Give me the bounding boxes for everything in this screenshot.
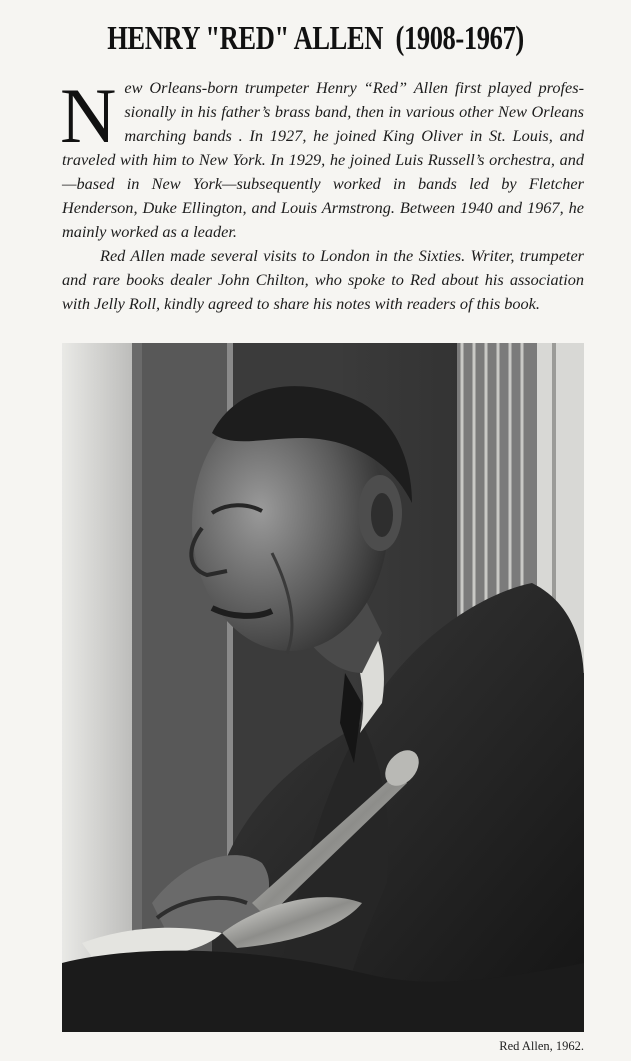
portrait-photo (62, 343, 584, 1032)
paragraph-2: Red Allen made several visits to London in the Sixties. Writer, trumpeter and rare books dealer John Chilton, who spoke to Red about his association with Jelly Roll, kindly agreed to share his notes with readers of this book. (62, 246, 584, 313)
article-body (60, 72, 584, 316)
paragraph-1 (60, 72, 584, 244)
title-name: HENRY "RED" ALLEN (107, 20, 384, 57)
drop-cap: N (60, 72, 117, 159)
paragraph-1-text: ew Orleans-born trumpeter Henry “Red” Allen first played professionally in his father’s brass band, then in various other New Orleans marching bands . In 1927, he joined King Oliver in St. Louis, and traveled with him to New York. In 1929, he joined Luis Russell’s orchestra, and—based in New York—subsequently worked in bands led by Fletcher Henderson, Duke Ellington, and Louis Armstrong. Between 1940 and 1967, he mainly worked as a leader. (62, 78, 584, 241)
title-dates: (1908-1967) (395, 20, 524, 57)
photo-illustration (62, 343, 584, 1032)
page-title (69, 20, 561, 58)
photo-caption: Red Allen, 1962. (499, 1039, 584, 1053)
